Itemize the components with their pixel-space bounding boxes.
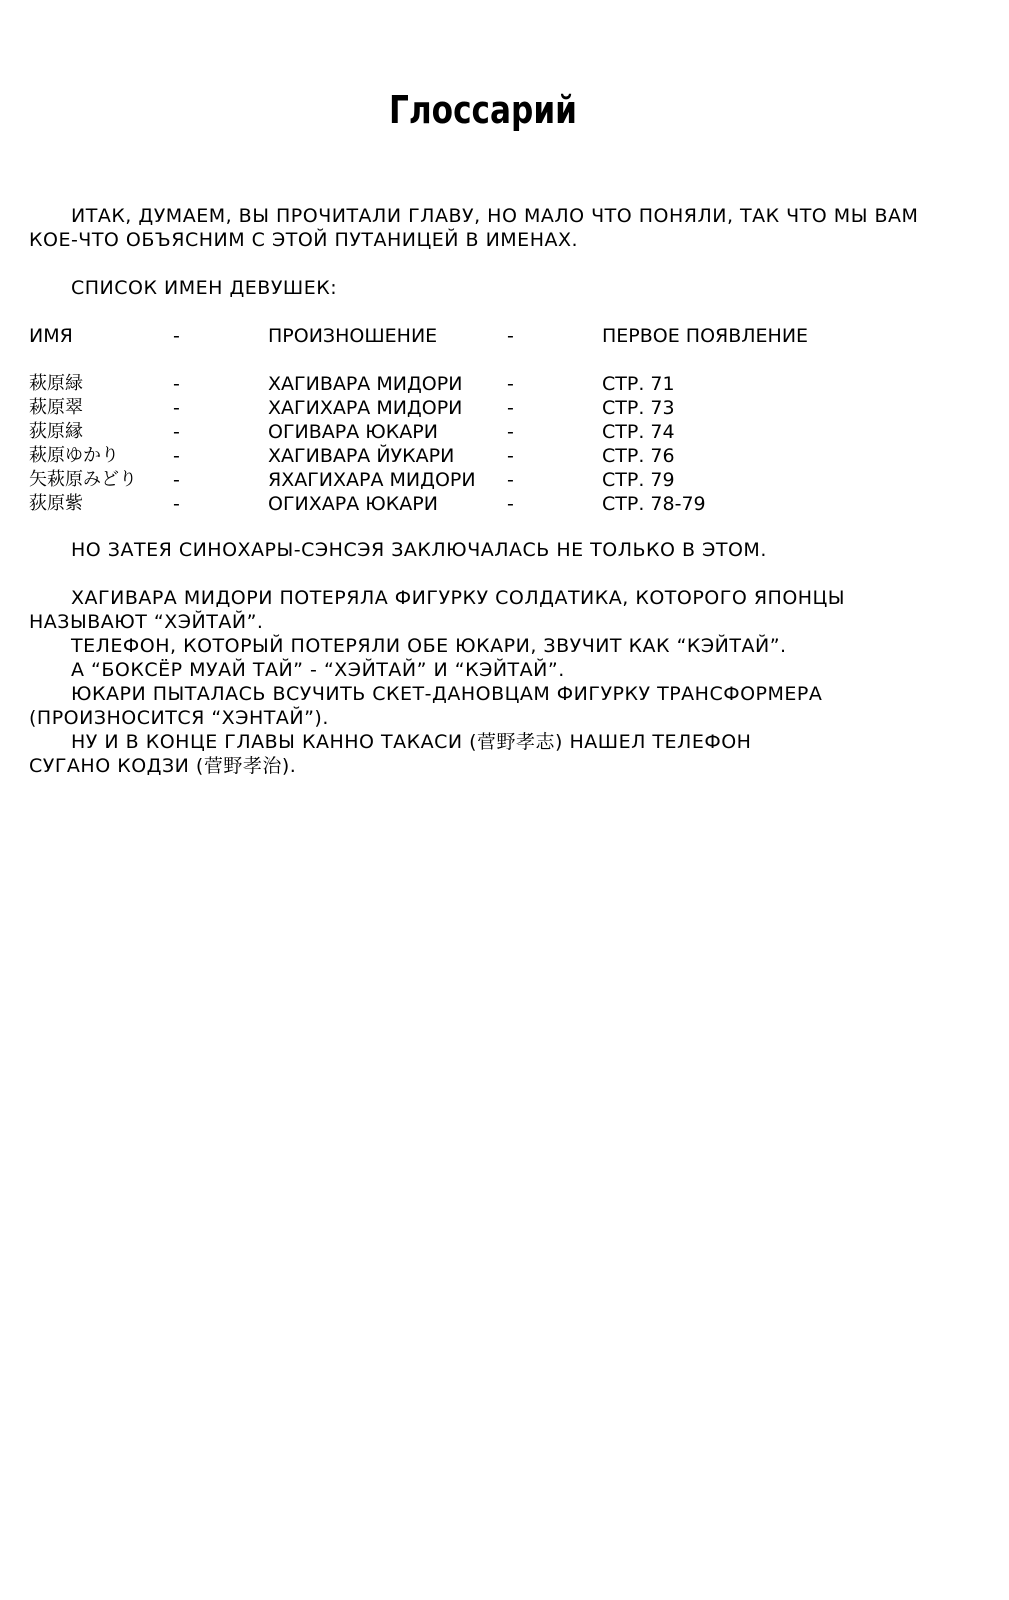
table-row bbox=[29, 444, 969, 468]
cell-dash: - bbox=[507, 445, 514, 467]
cell-first-appearance: СТР. 74 bbox=[602, 421, 675, 443]
header-pronunciation: ПРОИЗНОШЕНИЕ bbox=[268, 325, 438, 347]
cell-dash: - bbox=[173, 469, 180, 491]
cell-first-appearance: СТР. 76 bbox=[602, 445, 675, 467]
cell-dash: - bbox=[173, 397, 180, 419]
cell-first-appearance: СТР. 73 bbox=[602, 397, 675, 419]
page-title: Глоссарий bbox=[388, 88, 578, 132]
table-header bbox=[29, 324, 969, 348]
note-line: ТЕЛЕФОН, КОТОРЫЙ ПОТЕРЯЛИ ОБЕ ЮКАРИ, ЗВУЧИТ КАК “КЭЙТАЙ”. bbox=[71, 635, 787, 657]
cell-name: 矢萩原みどり bbox=[29, 469, 137, 490]
note-line: НО ЗАТЕЯ СИНОХАРЫ-СЭНСЭЯ ЗАКЛЮЧАЛАСЬ НЕ ТОЛЬКО В ЭТОМ. bbox=[71, 539, 767, 561]
note-line: СУГАНО КОДЗИ (菅野孝治). bbox=[29, 755, 297, 777]
names-table bbox=[29, 372, 969, 516]
table-row bbox=[29, 420, 969, 444]
cell-dash: - bbox=[507, 469, 514, 491]
note-line: НАЗЫВАЮТ “ХЭЙТАЙ”. bbox=[29, 611, 264, 633]
cell-dash: - bbox=[507, 493, 514, 515]
cell-dash: - bbox=[507, 397, 514, 419]
list-title-text: СПИСОК ИМЕН ДЕВУШЕК: bbox=[71, 277, 338, 299]
header-name: ИМЯ bbox=[29, 325, 73, 347]
table-row bbox=[29, 492, 969, 516]
header-dash: - bbox=[507, 325, 514, 347]
cell-pronunciation: ОГИВАРА ЮКАРИ bbox=[268, 421, 438, 443]
intro-line: КОЕ-ЧТО ОБЪЯСНИМ С ЭТОЙ ПУТАНИЦЕЙ В ИМЕНАХ. bbox=[29, 229, 579, 251]
note-line: ХАГИВАРА МИДОРИ ПОТЕРЯЛА ФИГУРКУ СОЛДАТИКА, КОТОРОГО ЯПОНЦЫ bbox=[71, 587, 846, 609]
cell-dash: - bbox=[173, 421, 180, 443]
table-row bbox=[29, 396, 969, 420]
cell-name: 荻原縁 bbox=[29, 421, 83, 442]
cell-dash: - bbox=[173, 493, 180, 515]
list-title bbox=[29, 276, 969, 300]
header-dash: - bbox=[173, 325, 180, 347]
cell-first-appearance: СТР. 71 bbox=[602, 373, 675, 395]
cell-pronunciation: ХАГИХАРА МИДОРИ bbox=[268, 397, 463, 419]
table-row bbox=[29, 372, 969, 396]
cell-dash: - bbox=[507, 421, 514, 443]
cell-name: 荻原紫 bbox=[29, 493, 83, 514]
cell-pronunciation: ХАГИВАРА ЙУКАРИ bbox=[268, 445, 455, 467]
cell-dash: - bbox=[507, 373, 514, 395]
note-paragraph-1 bbox=[29, 538, 969, 562]
note-line: НУ И В КОНЦЕ ГЛАВЫ КАННО ТАКАСИ (菅野孝志) НАШЕЛ ТЕЛЕФОН bbox=[71, 731, 752, 753]
header-first-appearance: ПЕРВОЕ ПОЯВЛЕНИЕ bbox=[602, 325, 809, 347]
cell-dash: - bbox=[173, 445, 180, 467]
cell-dash: - bbox=[173, 373, 180, 395]
note-line: ЮКАРИ ПЫТАЛАСЬ ВСУЧИТЬ СКЕТ-ДАНОВЦАМ ФИГУРКУ ТРАНСФОРМЕРА bbox=[71, 683, 823, 705]
cell-name: 萩原緑 bbox=[29, 373, 83, 394]
intro-paragraph bbox=[29, 204, 969, 252]
cell-first-appearance: СТР. 79 bbox=[602, 469, 675, 491]
cell-pronunciation: ОГИХАРА ЮКАРИ bbox=[268, 493, 438, 515]
intro-line: ИТАК, ДУМАЕМ, ВЫ ПРОЧИТАЛИ ГЛАВУ, НО МАЛО ЧТО ПОНЯЛИ, ТАК ЧТО МЫ ВАМ bbox=[71, 205, 919, 227]
cell-name: 萩原ゆかり bbox=[29, 445, 119, 466]
cell-first-appearance: СТР. 78-79 bbox=[602, 493, 706, 515]
note-paragraph-2 bbox=[29, 586, 969, 778]
cell-pronunciation: ХАГИВАРА МИДОРИ bbox=[268, 373, 463, 395]
cell-pronunciation: ЯХАГИХАРА МИДОРИ bbox=[268, 469, 476, 491]
table-row bbox=[29, 468, 969, 492]
cell-name: 萩原翠 bbox=[29, 397, 83, 418]
note-line: А “БОКСЁР МУАЙ ТАЙ” - “ХЭЙТАЙ” И “КЭЙТАЙ”. bbox=[71, 659, 565, 681]
note-line: (ПРОИЗНОСИТСЯ “ХЭНТАЙ”). bbox=[29, 707, 329, 729]
